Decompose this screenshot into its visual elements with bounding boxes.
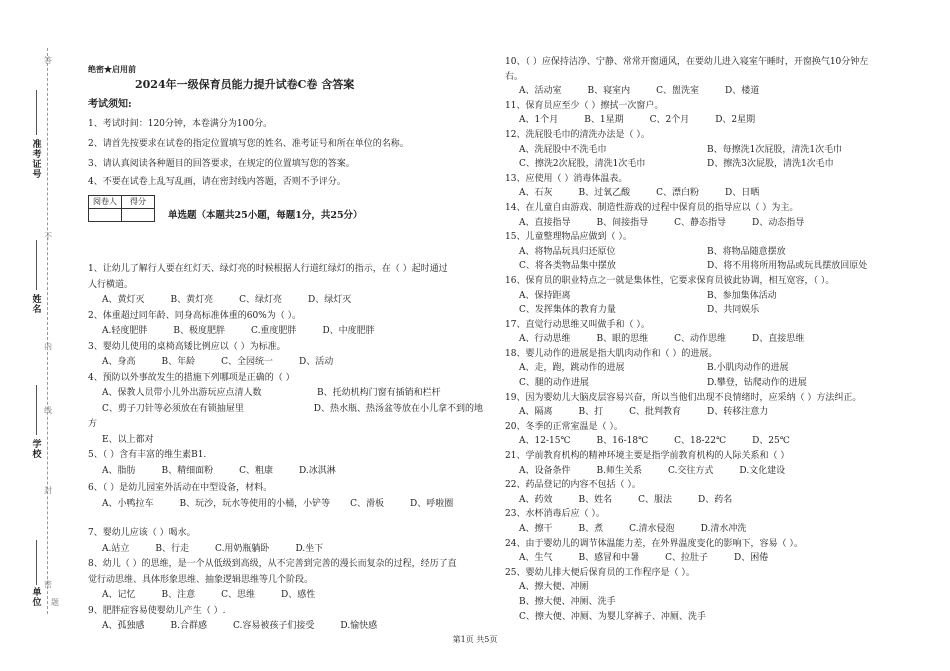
- name-line[interactable]: [36, 240, 37, 290]
- option-row: [505, 405, 900, 420]
- question-stem: 17、直觉行动思维又叫做手和（ ）。: [505, 319, 650, 330]
- option-d[interactable]: D、直接思维: [752, 334, 805, 345]
- option-a[interactable]: A、12-15℃: [519, 436, 571, 447]
- question-stem: 7、婴幼儿应该（ ）喝水。: [88, 528, 196, 538]
- seal-char: 线: [44, 406, 52, 415]
- score-cell-reviewer[interactable]: [89, 209, 122, 222]
- question-stem: 21、学前教育机构的精神环境主要是指学前教育机构的人际关系和（ ）: [505, 451, 790, 462]
- left-question-column: [88, 262, 483, 635]
- option-d[interactable]: D、困倦: [734, 553, 769, 564]
- question-stem: 14、在儿童自由游戏、制造性游戏的过程中保育员的指导应以（ ）为主。: [505, 202, 799, 213]
- question-stem: 18、婴儿动作的进展是指大肌肉动作和（ ）的进展。: [505, 348, 718, 359]
- seal-char: 密: [44, 580, 52, 589]
- option-row: [505, 493, 900, 508]
- option-a[interactable]: A、保教人员带小儿外出游玩应点清人数: [102, 388, 262, 398]
- option-d[interactable]: D.坐下: [295, 543, 324, 554]
- option-b[interactable]: B、16-18℃: [596, 436, 649, 447]
- option-row: [88, 619, 483, 635]
- option-d[interactable]: D、楼道: [725, 86, 760, 97]
- option-c[interactable]: C、全园统一: [221, 357, 274, 367]
- question-block: [505, 347, 900, 391]
- option-d[interactable]: D、热水瓶、热汤盆等放在小儿拿不到的地: [313, 403, 483, 414]
- option-b[interactable]: B、精细面粉: [161, 465, 214, 476]
- option-b[interactable]: B、1星期: [584, 115, 624, 126]
- question-stem: 1、让幼儿了解行人要在红灯天、绿灯亮的时候根据人行道红绿灯的指示，在（ ）起时通过: [88, 264, 448, 274]
- option-row: [88, 402, 483, 418]
- unit-line[interactable]: [36, 540, 37, 585]
- notice-3: 3、请认真阅读各种题目的回答要求，在规定的位置填写您的答案。: [88, 159, 355, 169]
- option-row: [88, 386, 483, 402]
- option-a[interactable]: A、黄灯灭: [102, 295, 145, 305]
- option-c[interactable]: C.清水侵泡: [629, 524, 675, 534]
- option-d[interactable]: D、动态指导: [752, 217, 805, 228]
- seal-char: 答: [44, 56, 52, 65]
- option-e[interactable]: E、以上都对: [102, 434, 154, 445]
- question-stem: 3、婴幼儿使用的桌椅高矮比例应以（ ）为标准。: [88, 341, 286, 352]
- option-d[interactable]: D.愉快感: [340, 621, 378, 631]
- option-c[interactable]: C、腿的动作进展: [519, 378, 589, 389]
- notice-2: 2、请首先按要求在试卷的指定位置填写您的姓名、准考证号和所在单位的名称。: [88, 139, 409, 149]
- question-block: [505, 55, 900, 99]
- question-stem: 4、预防以外事故发生的措施下列哪项是正确的（ ）: [88, 372, 295, 383]
- option-b[interactable]: B、寝室内: [587, 86, 631, 97]
- option-row: [505, 216, 900, 231]
- question-block: [505, 566, 900, 624]
- option-b[interactable]: B、姓名: [578, 494, 613, 505]
- seal-char-bottom: 题: [51, 598, 59, 607]
- question-block: [505, 507, 900, 536]
- right-question-column: [505, 55, 900, 624]
- option-d[interactable]: D、日晒: [725, 188, 760, 199]
- question-block: [88, 448, 483, 479]
- option-a[interactable]: A、保持距离: [519, 290, 571, 301]
- option-a[interactable]: A、1个月: [519, 115, 559, 126]
- option-row: [88, 293, 483, 309]
- unit-label: 单位: [32, 588, 42, 608]
- option-a[interactable]: A、活动室: [519, 86, 562, 97]
- seal-char: 内: [44, 342, 52, 351]
- option-b[interactable]: B、年龄: [161, 357, 196, 367]
- question-block: [505, 318, 900, 347]
- option-c[interactable]: C、擦洗2次屁股，清洗1次毛巾: [519, 159, 646, 170]
- question-stem: 6、（ ）是幼儿园室外活动在中型设备，材料。: [88, 483, 273, 493]
- option-c[interactable]: C、盥洗室: [656, 86, 700, 97]
- option-d[interactable]: D、2星期: [715, 115, 756, 126]
- option-d[interactable]: D.清水冲洗: [700, 524, 747, 534]
- option-row: [505, 303, 900, 318]
- option-a[interactable]: A、将物品玩具归还原位: [519, 246, 616, 257]
- question-block: [88, 371, 483, 449]
- option-a[interactable]: A.站立: [102, 543, 130, 554]
- option-row: [505, 113, 900, 128]
- question-stem: 25、婴幼儿排大便后保育员的工作程序是（ ）。: [505, 567, 695, 578]
- option-a[interactable]: A、行动思维: [519, 334, 571, 345]
- question-block: [505, 201, 900, 230]
- option-row: [505, 245, 900, 260]
- option-b[interactable]: B.小肌肉动作的进展: [707, 363, 789, 374]
- question-stem-cont: 觉行动思维、具体形象思维、抽象逻辑思维等几个阶段。: [88, 574, 314, 585]
- option-d[interactable]: D、转移注意力: [707, 407, 769, 418]
- option-a[interactable]: A、石灰: [519, 188, 553, 199]
- option-b[interactable]: B.师生关系: [596, 465, 642, 476]
- question-stem: 22、药品登记的内容不包括（ ）。: [505, 480, 641, 491]
- option-d[interactable]: D、共同娱乐: [707, 305, 760, 316]
- score-cell-score[interactable]: [122, 209, 155, 222]
- question-block: [505, 172, 900, 201]
- option-row: [88, 588, 483, 604]
- question-stem: 5、（ ）含有丰富的维生素B1.: [88, 450, 207, 460]
- question-block: [88, 604, 483, 635]
- exam-id-line[interactable]: [36, 90, 37, 135]
- question-stem: 19、因为婴幼儿大脑皮层容易兴奋，所以当他们出现不良情绪时，应采纳（ ）方法纠正。: [505, 392, 862, 403]
- question-block: [505, 99, 900, 128]
- question-stem: 20、冬季的正常室温是（ ）。: [505, 421, 623, 432]
- option-row: [505, 289, 900, 304]
- option-row: [88, 542, 483, 558]
- option-d[interactable]: D.冰淇淋: [299, 465, 336, 476]
- option-row: [505, 143, 900, 158]
- option-row: [505, 332, 900, 347]
- exam-id-label: 准考证号: [32, 140, 42, 180]
- option-d[interactable]: D、呼啦圈: [410, 498, 454, 509]
- option-row: [88, 497, 483, 513]
- name-label: 姓名: [32, 295, 42, 315]
- option-c[interactable]: C、动作思维: [674, 334, 727, 345]
- confidential-label: 绝密★启用前: [88, 64, 136, 74]
- option-row: [505, 376, 900, 391]
- option-row: [505, 434, 900, 449]
- option-b[interactable]: B、行走: [155, 543, 189, 554]
- option-c[interactable]: C、将各类物品集中摆放: [519, 261, 616, 272]
- page-footer: 第1页 共5页: [452, 635, 498, 644]
- question-block: [505, 230, 900, 274]
- option-b[interactable]: B、打: [578, 407, 604, 418]
- option-c[interactable]: C、思维: [221, 590, 256, 600]
- score-table-score: 得分: [122, 196, 155, 209]
- option-a[interactable]: A、隔离: [519, 407, 553, 418]
- option-b[interactable]: B、注意: [161, 590, 196, 600]
- option-a[interactable]: A、擦大便、冲厕: [519, 582, 589, 593]
- option-d[interactable]: D、中度肥胖: [322, 326, 375, 336]
- option-d[interactable]: D、绿灯灭: [308, 295, 352, 305]
- option-b[interactable]: B、眼的思维: [596, 334, 649, 345]
- seal-char: 封: [44, 486, 52, 495]
- question-block: [505, 537, 900, 566]
- option-d[interactable]: D、感性: [281, 590, 316, 600]
- option-a[interactable]: A、洗屁股中不洗毛巾: [519, 144, 607, 155]
- question-block: [505, 449, 900, 478]
- option-a[interactable]: A、擦干: [519, 524, 553, 534]
- section-heading: 单选题（本题共25小题，每题1分，共25分）: [168, 210, 363, 221]
- option-row: [505, 361, 900, 376]
- question-stem: 10、（ ）应保持洁净、宁静、常常开窗通风，在要幼儿进入寝室午睡时，开窗换气10分钟左: [505, 57, 869, 67]
- option-c[interactable]: C、18-22℃: [674, 436, 727, 447]
- question-stem: 8、幼儿（ ）的思维，是一个从低级到高级，从不完善到完善的漫长而复杂的过程，经历了直: [88, 559, 457, 569]
- option-a[interactable]: A、直接指导: [519, 217, 571, 228]
- question-stem: 2、体重超过同年龄、同身高标准体重的60%为（ ）。: [88, 310, 302, 321]
- question-block: [88, 309, 483, 340]
- option-c[interactable]: C.交往方式: [667, 465, 714, 476]
- option-c[interactable]: C.容易被孩子们接受: [232, 621, 315, 631]
- option-row: [88, 464, 483, 480]
- option-a[interactable]: A、脂肪: [102, 465, 136, 476]
- option-row: [505, 259, 900, 274]
- option-c[interactable]: C、静态指导: [674, 217, 727, 228]
- option-c[interactable]: C、擦大便、冲厕、为婴儿穿裤子、冲厕、洗手: [519, 611, 706, 622]
- option-b[interactable]: B.合群感: [170, 621, 207, 631]
- question-block: [505, 274, 900, 318]
- option-c[interactable]: C、滑板: [350, 498, 385, 509]
- option-c[interactable]: C、2个月: [649, 115, 690, 126]
- question-stem: 15、儿童整理物品应做到（ ）。: [505, 232, 632, 243]
- option-d[interactable]: D、药名: [698, 494, 733, 505]
- option-c[interactable]: C、拉肚子: [665, 553, 709, 564]
- option-c[interactable]: C、漂白粉: [656, 188, 700, 199]
- option-a[interactable]: A、小鸭拉车: [102, 498, 154, 509]
- option-b[interactable]: B、托幼机构门窗有插销和栏杆: [317, 388, 441, 398]
- question-block: [505, 420, 900, 449]
- question-block: [505, 391, 900, 420]
- option-row: [505, 84, 900, 99]
- question-block: [88, 481, 483, 512]
- option-b[interactable]: B、极度肥胖: [173, 326, 225, 336]
- option-a[interactable]: A.轻度肥胖: [102, 326, 148, 336]
- question-stem: 12、洗屁股毛巾的清洗办法是（ ）。: [505, 129, 650, 140]
- score-table: [88, 195, 155, 222]
- school-line[interactable]: [36, 385, 37, 435]
- notice-title: 考试须知:: [88, 99, 132, 110]
- option-a[interactable]: A、记忆: [102, 590, 136, 600]
- question-stem: 23、水杯消毒后应（ ）。: [505, 509, 605, 520]
- option-a[interactable]: A、生气: [519, 553, 553, 564]
- question-block: [88, 340, 483, 371]
- question-stem: 11、保育员应至少（ ）擦拭一次窗户。: [505, 100, 664, 111]
- option-d[interactable]: D、25℃: [752, 436, 790, 447]
- option-a[interactable]: A、药效: [519, 494, 553, 505]
- option-c[interactable]: C.重度肥胖: [251, 326, 297, 336]
- option-a[interactable]: A、孤独感: [102, 621, 145, 631]
- option-a[interactable]: A、设备条件: [519, 465, 571, 476]
- option-row: [505, 464, 900, 479]
- page-title: 2024年一级保育员能力提升试卷C卷 含答案: [135, 78, 355, 91]
- option-b[interactable]: B、玩沙，玩水等使用的小桶，小铲等: [179, 498, 331, 509]
- option-c[interactable]: C、剪子刀针等必须放在有锁抽屉里: [102, 403, 244, 414]
- option-row: [505, 551, 900, 566]
- option-a[interactable]: A、走，跑，跳动作的进展: [519, 363, 625, 374]
- notice-4: 4、不要在试卷上乱写乱画，请在密封线内答题，否则不予评分。: [88, 177, 346, 187]
- question-stem-cont: 右。: [505, 71, 524, 82]
- notice-1: 1、考试时间：120分钟，本卷满分为100分。: [88, 119, 273, 129]
- question-stem: 16、保育员的职业特点之一就是集体性，它要求保育员彼此协调，相互宽容，（ ）。: [505, 275, 835, 286]
- question-block: [505, 478, 900, 507]
- option-row: [88, 355, 483, 371]
- seal-line: [47, 48, 48, 614]
- option-row: [505, 522, 900, 537]
- question-block: [505, 128, 900, 172]
- question-stem: 9、肥胖症容易使婴幼儿产生（ ）.: [88, 605, 226, 616]
- option-d[interactable]: D、擦洗3次屁股，清洗1次毛巾: [707, 159, 834, 170]
- option-d[interactable]: D、活动: [299, 357, 334, 367]
- option-b[interactable]: B、间接指导: [596, 217, 649, 228]
- question-stem: 13、应使用（ ）消毒体温表。: [505, 173, 628, 184]
- option-b[interactable]: B、过氧乙酸: [578, 188, 631, 199]
- question-block: [88, 262, 483, 309]
- question-block: [88, 526, 483, 557]
- option-row: [505, 157, 900, 172]
- option-b[interactable]: B、黄灯亮: [170, 295, 214, 305]
- option-c[interactable]: C、绿灯亮: [239, 295, 283, 305]
- option-c[interactable]: C、服法: [638, 494, 673, 505]
- question-stem: 24、由于婴幼儿的调节体温能力差，在外界温度变化的影响下，容易（ ）。: [505, 538, 803, 549]
- option-b[interactable]: B、每擦洗1次屁股，清洗1次毛巾: [707, 144, 843, 155]
- option-c[interactable]: C、粗康: [239, 465, 274, 476]
- option-cont: 方: [88, 419, 98, 429]
- option-b[interactable]: B、感冒和中暑: [578, 553, 640, 564]
- option-b[interactable]: B、煮: [578, 524, 604, 534]
- option-b[interactable]: B、参加集体活动: [707, 290, 777, 301]
- option-b[interactable]: B、将物品随意摆放: [707, 246, 786, 257]
- school-label: 学校: [32, 440, 42, 460]
- option-row: [505, 186, 900, 201]
- option-c[interactable]: C、发挥集体的教育力量: [519, 305, 616, 316]
- option-c[interactable]: C、批判教育: [629, 407, 682, 418]
- option-d[interactable]: D.攀登，钻爬动作的进展: [707, 378, 807, 389]
- option-b[interactable]: B、擦大便、冲厕、洗手: [519, 596, 616, 607]
- option-a[interactable]: A、身高: [102, 357, 136, 367]
- option-c[interactable]: C.用奶瓶躺卧: [215, 543, 270, 554]
- question-stem-cont: 人行横道。: [88, 279, 134, 290]
- seal-char: 不: [44, 232, 52, 241]
- score-table-reviewer: 阅卷人: [89, 196, 122, 209]
- question-block: [88, 557, 483, 604]
- option-row: [88, 324, 483, 340]
- option-d[interactable]: D.文化建设: [739, 465, 786, 476]
- option-d[interactable]: D、将不用将所用物品或玩具摆放回原处: [707, 261, 868, 272]
